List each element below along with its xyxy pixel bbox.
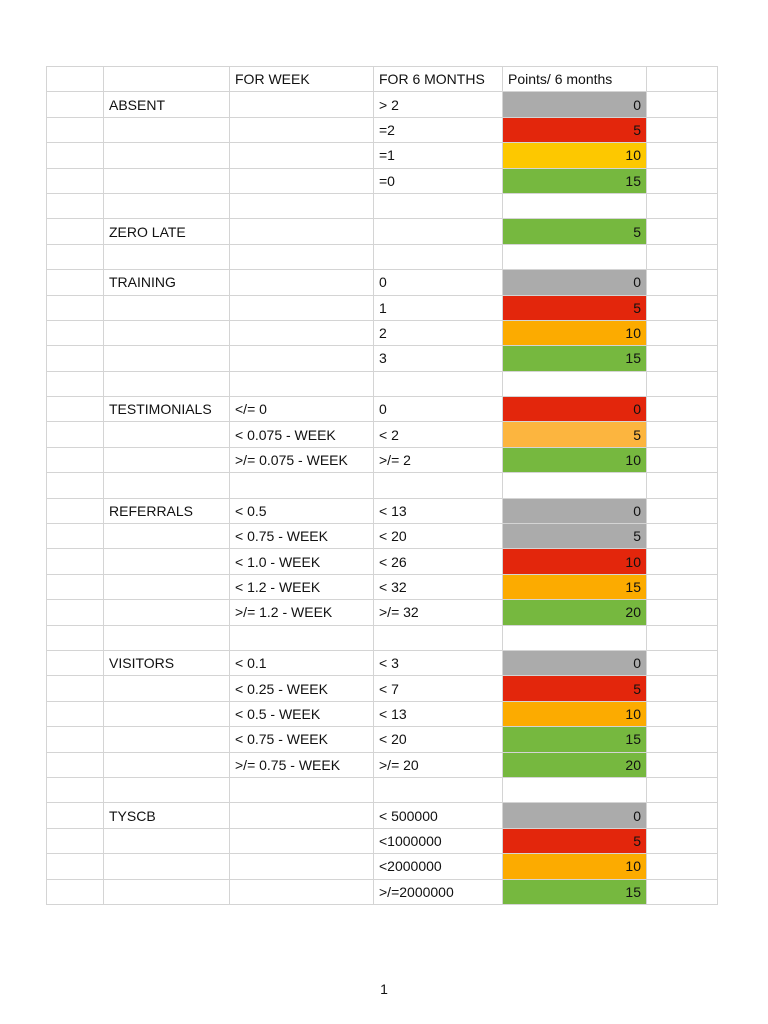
table-row: [47, 803, 718, 828]
points-cell: 10: [503, 854, 647, 879]
table-row: [47, 143, 718, 168]
category-cell: [104, 117, 230, 142]
for-week-cell: [230, 244, 374, 269]
table-row: [47, 625, 718, 650]
for-6-months-cell: < 13: [374, 701, 503, 726]
points-cell: 10: [503, 701, 647, 726]
spare-cell: [647, 397, 718, 422]
points-cell: 5: [503, 524, 647, 549]
for-6-months-cell: [374, 777, 503, 802]
row-number-cell: [47, 92, 104, 117]
for-6-months-cell: < 500000: [374, 803, 503, 828]
for-6-months-cell: >/= 20: [374, 752, 503, 777]
points-cell: [503, 193, 647, 218]
table-row: [47, 270, 718, 295]
spare-cell: [647, 879, 718, 904]
row-number-cell: [47, 371, 104, 396]
row-number-cell: [47, 854, 104, 879]
category-cell: [104, 244, 230, 269]
category-cell: ABSENT: [104, 92, 230, 117]
spare-cell: [647, 524, 718, 549]
row-number-cell: [47, 727, 104, 752]
row-number-cell: [47, 193, 104, 218]
row-number-cell: [47, 701, 104, 726]
category-cell: [104, 524, 230, 549]
spare-cell: [647, 143, 718, 168]
category-cell: [104, 168, 230, 193]
header-for-week: FOR WEEK: [230, 67, 374, 92]
for-week-cell: < 0.5: [230, 498, 374, 523]
for-6-months-cell: [374, 219, 503, 244]
points-cell: 10: [503, 143, 647, 168]
category-cell: ZERO LATE: [104, 219, 230, 244]
spare-cell: [647, 803, 718, 828]
for-6-months-cell: <2000000: [374, 854, 503, 879]
category-cell: [104, 447, 230, 472]
spare-cell: [647, 752, 718, 777]
for-week-cell: [230, 117, 374, 142]
header-for-6-months: FOR 6 MONTHS: [374, 67, 503, 92]
table-row: [47, 777, 718, 802]
points-cell: 0: [503, 397, 647, 422]
for-6-months-cell: [374, 244, 503, 269]
for-week-cell: < 0.75 - WEEK: [230, 727, 374, 752]
category-cell: [104, 701, 230, 726]
row-number-cell: [47, 397, 104, 422]
category-cell: [104, 320, 230, 345]
page-number: 1: [380, 981, 388, 997]
for-week-cell: [230, 625, 374, 650]
category-cell: [104, 371, 230, 396]
table-body: [47, 67, 718, 905]
table-row: [47, 397, 718, 422]
spare-cell: [647, 473, 718, 498]
table-row: [47, 727, 718, 752]
points-cell: 5: [503, 117, 647, 142]
for-week-cell: < 0.1: [230, 650, 374, 675]
for-6-months-cell: < 26: [374, 549, 503, 574]
category-cell: [104, 625, 230, 650]
points-cell: [503, 371, 647, 396]
points-cell: 20: [503, 752, 647, 777]
row-number-cell: [47, 777, 104, 802]
spare-cell: [647, 701, 718, 726]
row-number-cell: [47, 244, 104, 269]
points-cell: [503, 777, 647, 802]
for-6-months-cell: < 7: [374, 676, 503, 701]
spare-cell: [647, 219, 718, 244]
table-row: [47, 219, 718, 244]
category-cell: [104, 574, 230, 599]
category-cell: [104, 828, 230, 853]
table-row: [47, 701, 718, 726]
for-6-months-cell: < 3: [374, 650, 503, 675]
table-row: [47, 676, 718, 701]
points-cell: [503, 244, 647, 269]
points-cell: [503, 625, 647, 650]
for-week-cell: [230, 854, 374, 879]
spare-cell: [647, 371, 718, 396]
points-cell: 0: [503, 498, 647, 523]
table-row: [47, 473, 718, 498]
for-6-months-cell: >/= 32: [374, 600, 503, 625]
points-cell: 20: [503, 600, 647, 625]
table-row: [47, 346, 718, 371]
spare-cell: [647, 117, 718, 142]
spare-cell: [647, 676, 718, 701]
for-week-cell: < 0.25 - WEEK: [230, 676, 374, 701]
for-week-cell: < 1.2 - WEEK: [230, 574, 374, 599]
for-week-cell: [230, 168, 374, 193]
spare-cell: [647, 92, 718, 117]
for-6-months-cell: < 20: [374, 524, 503, 549]
for-6-months-cell: >/=2000000: [374, 879, 503, 904]
category-cell: REFERRALS: [104, 498, 230, 523]
for-week-cell: [230, 828, 374, 853]
spare-cell: [647, 422, 718, 447]
points-cell: 5: [503, 295, 647, 320]
table-row: [47, 447, 718, 472]
category-cell: [104, 676, 230, 701]
points-cell: 0: [503, 270, 647, 295]
for-6-months-cell: [374, 193, 503, 218]
category-cell: [104, 295, 230, 320]
category-cell: [104, 777, 230, 802]
for-week-cell: [230, 777, 374, 802]
spare-cell: [647, 295, 718, 320]
table-row: [47, 117, 718, 142]
points-cell: 10: [503, 320, 647, 345]
category-cell: TYSCB: [104, 803, 230, 828]
table-row: [47, 549, 718, 574]
table-row: [47, 371, 718, 396]
row-number-cell: [47, 346, 104, 371]
spare-cell: [647, 498, 718, 523]
row-number-cell: [47, 879, 104, 904]
points-cell: 0: [503, 650, 647, 675]
table-row: [47, 168, 718, 193]
for-week-cell: [230, 219, 374, 244]
category-cell: TRAINING: [104, 270, 230, 295]
for-week-cell: [230, 879, 374, 904]
for-6-months-cell: >/= 2: [374, 447, 503, 472]
points-cell: 15: [503, 168, 647, 193]
spare-cell: [647, 447, 718, 472]
for-6-months-cell: 2: [374, 320, 503, 345]
points-cell: 5: [503, 676, 647, 701]
header-cell-blank-f: [647, 67, 718, 92]
spare-cell: [647, 828, 718, 853]
category-cell: VISITORS: [104, 650, 230, 675]
row-number-cell: [47, 574, 104, 599]
points-cell: 0: [503, 803, 647, 828]
spare-cell: [647, 650, 718, 675]
category-cell: [104, 473, 230, 498]
points-cell: 10: [503, 549, 647, 574]
points-cell: 15: [503, 727, 647, 752]
table-row: [47, 524, 718, 549]
table-row: [47, 828, 718, 853]
row-number-cell: [47, 447, 104, 472]
table-row: [47, 854, 718, 879]
points-cell: 5: [503, 219, 647, 244]
category-cell: [104, 727, 230, 752]
for-week-cell: < 0.75 - WEEK: [230, 524, 374, 549]
table-row: [47, 422, 718, 447]
row-number-cell: [47, 650, 104, 675]
row-number-cell: [47, 524, 104, 549]
spare-cell: [647, 168, 718, 193]
for-week-cell: [230, 803, 374, 828]
for-week-cell: [230, 473, 374, 498]
spare-cell: [647, 854, 718, 879]
points-cell: 15: [503, 879, 647, 904]
for-week-cell: [230, 92, 374, 117]
for-week-cell: [230, 143, 374, 168]
for-week-cell: [230, 346, 374, 371]
row-number-cell: [47, 549, 104, 574]
row-number-cell: [47, 600, 104, 625]
row-number-cell: [47, 473, 104, 498]
row-number-cell: [47, 803, 104, 828]
spare-cell: [647, 193, 718, 218]
points-cell: 15: [503, 574, 647, 599]
row-number-cell: [47, 676, 104, 701]
row-number-cell: [47, 168, 104, 193]
for-6-months-cell: =2: [374, 117, 503, 142]
for-week-cell: < 0.5 - WEEK: [230, 701, 374, 726]
for-week-cell: >/= 1.2 - WEEK: [230, 600, 374, 625]
spare-cell: [647, 727, 718, 752]
for-6-months-cell: < 2: [374, 422, 503, 447]
category-cell: [104, 879, 230, 904]
table-row: [47, 752, 718, 777]
points-cell: 0: [503, 92, 647, 117]
table-row: [47, 498, 718, 523]
category-cell: [104, 549, 230, 574]
for-6-months-cell: > 2: [374, 92, 503, 117]
row-number-cell: [47, 828, 104, 853]
table-row: [47, 879, 718, 904]
for-6-months-cell: 0: [374, 397, 503, 422]
for-6-months-cell: [374, 625, 503, 650]
row-number-cell: [47, 270, 104, 295]
for-6-months-cell: 3: [374, 346, 503, 371]
points-cell: [503, 473, 647, 498]
for-6-months-cell: < 13: [374, 498, 503, 523]
row-number-cell: [47, 143, 104, 168]
category-cell: [104, 854, 230, 879]
for-week-cell: [230, 371, 374, 396]
for-6-months-cell: <1000000: [374, 828, 503, 853]
for-6-months-cell: 0: [374, 270, 503, 295]
spare-cell: [647, 346, 718, 371]
for-week-cell: </= 0: [230, 397, 374, 422]
table-row: [47, 193, 718, 218]
for-6-months-cell: 1: [374, 295, 503, 320]
category-cell: [104, 193, 230, 218]
for-week-cell: [230, 295, 374, 320]
for-week-cell: [230, 270, 374, 295]
points-cell: 15: [503, 346, 647, 371]
row-number-cell: [47, 498, 104, 523]
category-cell: [104, 422, 230, 447]
for-week-cell: >/= 0.75 - WEEK: [230, 752, 374, 777]
row-number-cell: [47, 295, 104, 320]
table-row: [47, 574, 718, 599]
for-6-months-cell: =0: [374, 168, 503, 193]
row-number-cell: [47, 219, 104, 244]
spare-cell: [647, 270, 718, 295]
spare-cell: [647, 244, 718, 269]
spare-cell: [647, 320, 718, 345]
header-points: Points/ 6 months: [503, 67, 647, 92]
spare-cell: [647, 600, 718, 625]
table-row: [47, 244, 718, 269]
scoring-table: [46, 66, 718, 905]
for-6-months-cell: < 20: [374, 727, 503, 752]
spare-cell: [647, 777, 718, 802]
header-cell-blank-a: [47, 67, 104, 92]
for-6-months-cell: [374, 473, 503, 498]
table-row: [47, 92, 718, 117]
for-week-cell: [230, 193, 374, 218]
spare-cell: [647, 549, 718, 574]
for-week-cell: < 0.075 - WEEK: [230, 422, 374, 447]
points-cell: 5: [503, 422, 647, 447]
header-row: [47, 67, 718, 92]
table-row: [47, 650, 718, 675]
row-number-cell: [47, 625, 104, 650]
row-number-cell: [47, 752, 104, 777]
table-row: [47, 600, 718, 625]
spare-cell: [647, 625, 718, 650]
row-number-cell: [47, 117, 104, 142]
for-6-months-cell: < 32: [374, 574, 503, 599]
for-6-months-cell: [374, 371, 503, 396]
row-number-cell: [47, 422, 104, 447]
category-cell: [104, 752, 230, 777]
category-cell: [104, 346, 230, 371]
table-row: [47, 320, 718, 345]
category-cell: [104, 143, 230, 168]
spare-cell: [647, 574, 718, 599]
for-week-cell: < 1.0 - WEEK: [230, 549, 374, 574]
row-number-cell: [47, 320, 104, 345]
table-row: [47, 295, 718, 320]
points-cell: 10: [503, 447, 647, 472]
category-cell: [104, 600, 230, 625]
for-6-months-cell: =1: [374, 143, 503, 168]
header-cell-blank-b: [104, 67, 230, 92]
category-cell: TESTIMONIALS: [104, 397, 230, 422]
for-week-cell: >/= 0.075 - WEEK: [230, 447, 374, 472]
for-week-cell: [230, 320, 374, 345]
points-cell: 5: [503, 828, 647, 853]
